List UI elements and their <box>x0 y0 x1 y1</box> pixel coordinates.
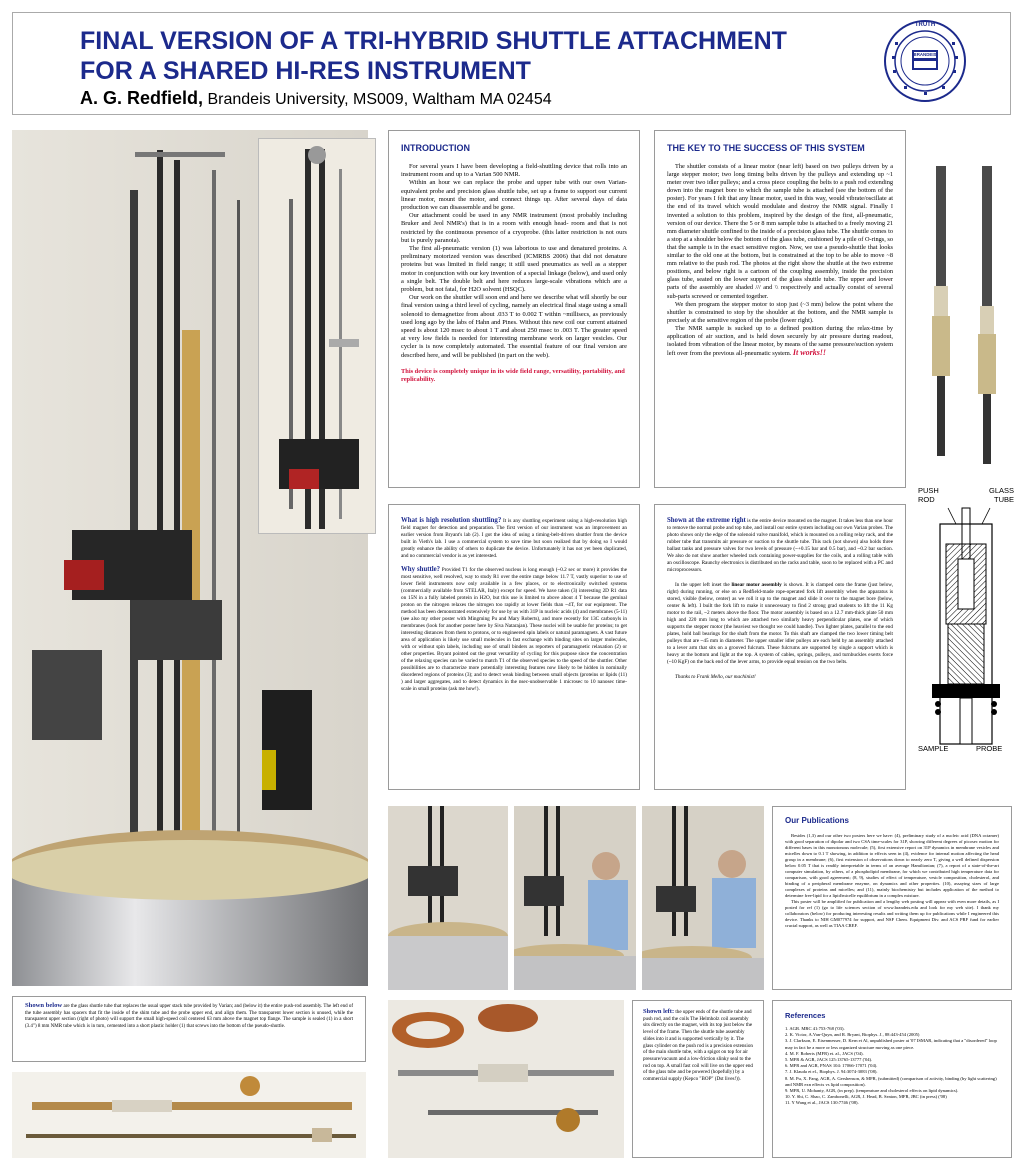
coils-photo <box>388 1000 624 1158</box>
label-sample: SAMPLE <box>918 744 949 753</box>
author-line <box>80 88 552 109</box>
reference-item: 2. K. Victor, A.Van-Quyn, and R. Bryant, Biophys. J., 88:443-454 (2005) <box>785 1032 920 1038</box>
publications-heading: Our Publications <box>785 816 850 825</box>
label-push-rod: PUSH ROD <box>918 486 939 504</box>
reference-item: 9. MFR, U. Mohanty, AGR, (in prep). (temperature and cholesterol effects on lipid dynamics). <box>785 1088 959 1094</box>
extreme-lead: Shown at the extreme right <box>667 517 746 524</box>
seal-name-text: BRANDEIS <box>913 52 937 57</box>
magnet-frame-photo-center <box>514 806 636 990</box>
motor-assembly-inset-photo <box>258 138 376 534</box>
shown-below-lead: Shown below <box>25 1002 63 1009</box>
seal-top-text: TRUTH <box>914 22 936 28</box>
coupling-diagram <box>918 484 1014 756</box>
extreme-p2-start: In the upper left inset the <box>675 582 730 588</box>
shown-left-lead: Shown left: <box>643 1008 675 1015</box>
hires-panel <box>388 504 640 790</box>
poster-title: FINAL VERSION OF A TRI-HYBRID SHUTTLE ATTACHMENT FOR A SHARED HI-RES INSTRUMENT <box>80 27 787 85</box>
label-glass-tube: GLASS TUBE <box>988 486 1014 504</box>
magnet-frame-photo-right <box>642 806 764 990</box>
reference-item: 1. AGR. MRC 41:753-768 ('03). <box>785 1026 845 1031</box>
question-why: Why shuttle? <box>401 566 441 573</box>
reference-item: 4. M. F. Roberts (MFR) et. al., JACS ('04). <box>785 1050 864 1056</box>
answer-why: Provided T1 for the observed nucleus is long enough (~0.2 sec or more) it provides the most sensitive, well resolved, way to study R1 over the entire range below 11.7 T, vastly superior to use of lower field instruments now only available in a few places, or to electronically switched systems (commercially available from STELAR, Italy) except for speed. We have taken (3) interesting 2D R1 data on 15N in a fully labeled protein in H2O, but this use is limited to above about 4 T because the geminal proton on the nitrogen relaxes the nitrogen too rapidly at lower fields than ~4T, for our equipment. The method has been demonstrated extensively for use by us with 31P in nucleic acids (4) and membranes (5-11) (see also my other poster with Mingming Pu and Mary Roberts), and more recently for 13C carbonyls in membranes (look for another poster here by Siva Natarajan). These nuclei will be usable for proteins; to get interesting distances from them to protons, or to engineered spin labels or natural paramagnets. A vast future area of application is likely use small molecules in fast exchange with binding sites on larger molecules, with or without spin labels, including use of small binders as reporters of paramagnetic relaxation (2) or other properties. Bryant pointed out the great versatility of cycling for this purpose since the concentration of the relaxing species can be varied to match T1 of the observed species to the speed of the shuttler. Other possibilities are to characterize more potentially interesting features now likely to be hidden in nominally disordered regions of proteins (3); and to detect weak binding between small objects (proteins or lipids (11) ) and larger aggregates, and to detect dynamics in the nsec-unobservable 1 microsec to 10 nanosec time-scale in small proteins (ask me how!). <box>401 567 628 692</box>
key-body: The shuttler consists of a linear motor (near left) based on two pulleys driven by a large stepper motor; two long timing belts driven by the pulleys and extending up ~1 meter over two idler pulleys; and a cross piece coupling the belts to a push rod extending down into the magnet bore to which the sample tube is attached (see the bottom of the poster). For years I felt that any linear motor, used in this way, would vibrate/oscillate at the end of its travel which would modulate and destroy the NMR signal. Finally I invented a solution to this problem, inspired by the design of the first, all-pneumatic, version of our device. There the 5 or 8 mm sample tube is attached to a freely moving 21 mm diameter shuttle confined to the inside of a precision glass tube. The shuttle comes to a stop at a shoulder below the bottom of the glass tube, cushioned by a pile of O-rings, so that the sample is in the exact sensitive region. Now, we use a pseudo-shuttle that looks similar to the old one at the bottom, but is constrained at the top to be able to move ~8 mm relative to the push rod. The photos at the right show the shuttle at the two extreme positions, and below right is a cartoon of the coupling assembly, inside the precision glass tube, seated on the lower support of the glass shuttle tube. The upper and lower parts of the assembly are shaded /// and \\ respectively and actually consist of several sub-parts screwed or cemented together. We then program the stepper motor to stop just (~3 mm) below the point where the shuttler is constrained to stop by the shoulder at the bottom, and the NMR sample is precisely at the sensitive region of the probe (lower right). The NMR sample is sucked up to a defined position during the relax-time by application of air suction, and is held down securely by air pressure during readout, isolated from vibration of the linear motor, by means of the same pressure/suction system left over from the previous all-pneumatic system. It works!! <box>667 163 893 358</box>
thanks-line: Thanks to Frank Mello, our machinist! <box>675 674 756 680</box>
affiliation: Brandeis University, MS009, Waltham MA 02454 <box>207 91 552 108</box>
key-heading: THE KEY TO THE SUCCESS OF THIS SYSTEM <box>667 143 865 153</box>
references-list <box>785 1026 999 1107</box>
shown-left-panel <box>632 1000 764 1158</box>
shuttle-extreme-positions-photo <box>920 166 1008 466</box>
publications-panel <box>772 806 1012 990</box>
question-hires: What is high resolution shuttling? <box>401 517 502 524</box>
introduction-highlight: This device is completely unique in its wide field range, versatility, portability, and replicability. <box>401 367 625 384</box>
university-seal-icon <box>884 20 966 102</box>
reference-item: 5. MFR & AGR, JACS 125:13765-13777 ('04). <box>785 1057 873 1063</box>
extreme-p2-body: is shown. It is clamped onto the frame (just below, right) during running, or else on a Redfield-made rope-operated fork lift assembly when the apparatus is stored, visible (below, center) as we roll it up to the magnet and slide it over to the magnet bore (below, center & left). I built the fork lift to make it unnecessary to find 2 strong grad students to lift the 11 Kg motor to the rail, ~2 meters above the floor. The motor assembly is based on a 12.7 mm-thick plate 50 mm high and 220 mm long to which are attached two similarly heavy perpendicular plates, one of which supports the stepper motor (the heaviest we thought we could handle). Two lighter plates, parallel to the end plates, hold ball bearings for the shaft from the motor. To this shaft are clamped the two lower timing belt pulleys that are ~45 mm in diameter. The upper smaller idler pulleys are each held by an assembly attached to a lever arm that sits on a grooved fulcrum. These fulcrums are supported by single a support which is heavy at the bottom and light at the top. A system of cables, springs, pulleys, and turnbuckles exerts force (~10 KgF) on the back end of the lever arms, to provide equal tension on the two belts. <box>667 582 894 665</box>
reference-item: 6. MFR and AGR, PNAS 104: 17066-17071 ('04). <box>785 1063 878 1069</box>
label-probe: PROBE <box>976 744 1003 753</box>
author-name: A. G. Redfield, <box>80 88 204 108</box>
introduction-heading: INTRODUCTION <box>401 143 470 153</box>
references-heading: References <box>785 1011 826 1020</box>
publications-body: Besides (1,3) and our other two posters here we have: (4), preliminary study of a nucleic acid (DNA octamer) with good separation of dipolar and two CSA time-scales for 31P, showing different degrees of picosec motion for different bases in this monotonous molecule; (5), first extensive report on 31P dynamics in membrane vesicles and micelles down to 0.1 T showing, in addition to effects seen in (4), evidence for internal motion affecting the head group in a membrane; (6), first extension of observations down to nearly zero T, giving a well defined dispersion below 0.05 T that is readily interpretable in terms of an average Hamiltonian; (7), a report of a state-of-the-art computer simulation, by others, of a phospholipid membrane, for which we contributed high temperature data for comparison, with good agreement; (8, 9), studies of effect of temperature, vesicle composition, cholesterol, and binding of a peripheral membrane enzyme, on dynamics and other properties. (10), assaying sizes of large complexes of proteins and micelles; and (11), mainly biochemistry but includes application of the method to determine free-lipid for a lipid/micelle equilibrium in a complex mixture. This poster will be amplified for publication and a lengthy web posting will appear with even more details, as I posted for ref (1) (go to life sciences section of www.brandeis.edu and look for my web site). I thank my collaborators (below) for producing interesting results and writing them up for publications while I engineered this device. Thanks to NIH GM077974 for support, and NSF Chem. Equipment Div. and ACS PRF fund for earlier crucial support, as well as TIAA CREF. <box>785 833 999 928</box>
shown-left-text: the upper ends of the shuttle tube and push rod, and the coils The Helmholz coil assembly sits directly on the magnet, with its top just below the level of the frame. Then the shuttle tube assembly slides into it and is supported vertically by it. The glass cylinder on the push rod is a precision extension of the main shuttle tube, with a spigot on top for air pressure/vacuum and a low-friction slinky seal to the rod on top. A small fast coil will live on the upper end of the glass tube and be powered (hopefully) by a commercial supply (Kepco "BOP" (Dst lives!)). <box>643 1009 753 1083</box>
reference-item: 10. Y. Shi, C. Shao, C. Zambonelli, AGR, J. Head, B. Seaton, MFR, JBC (in press) ('08) <box>785 1094 947 1100</box>
shuttle-tube-push-rod-photo <box>12 1072 366 1158</box>
reference-item: 7. J. Klauda et el., Biophys. J. 94:3074-3083 ('08). <box>785 1069 878 1075</box>
introduction-panel <box>388 130 640 488</box>
introduction-body: For several years I have been developing a field-shuttling device that rolls into an instrument room and up to a Varian 500 NMR. Within an hour we can replace the probe and upper tube with our own Varian-equivalent probe and precision glass shuttle tube, set up a frame to support our current linear motor, mount the motor, and connect things up. After several days of data production we can disassemble and be gone. Our attachment could be used in any NMR instrument (most probably including Bruker and Jeol NMR's) that is in a room with enough head- room and that is not restricted by the continuous presence of a cryoprobe. (this latter restriction is not ours but is purely paranoia). The first all-pneumatic version (1) was laborious to use and denatured proteins. A preliminary motorized version was described (ICMRBS 2006) that did not denature proteins but was limited in field range; it still used pneumatics as well as a stepper motor in conjunction with our key invention of a special linkage (below), and used only a single belt. The double belt and here reduces large-scale vibrations which are a problem, but not fatal, for H2O solvent (HSQC). Our work on the shuttler will soon end and here we describe what will shortly be our final version using a third level of cycling, namely an electrical final stage using a small solenoid to demagnetize from about .033 T to 0.002 T within ~millisecs, as previously used long ago by the labs of Hahn and Pines. Without this new coil our current attained speed is about 120 msec to about 1 T and about 250 msec to .003 T. The greater speed at very low fields is needed for interesting membrane work on larger vesicles. Our cycler is is now completely automated. The essential feature of our final version are described here, and will be published (in part on the web). <box>401 163 627 359</box>
shown-below-text: are the glass shuttle tube that replaces the usual upper stack tube provided by Varian; and (below it) the entire push-rod assembly. The left end of the tube assembly has spacers that fit the inside of the shim tube and the probe upper end, and align them. The transparent lower section is unused, while the transparent upper section (right of photo) will support the small high-speed coil centered 63 mm above the magnet top flange. The sample is sealed (1) in a short (3.4") 8 mm NMR tube which is in turn, cemented into a short plastic holder (1) that screws into the bottom of the pseudo-shuttle. <box>25 1004 354 1029</box>
extreme-panel <box>654 504 906 790</box>
answer-hires: It is any shuttling experiment using a high-resolution high field magnet for detection and preparation. The first version of our instrument was an improvement an earlier version from Bryant's lab (2). I got the idea of using a timing-belt-driven shuttler from the device built in Vieth's lab. I use a commercial system to save time but soon realized that by doing so I would greatly enhance the ability of others to duplicate the device. Unfortunately it has not yet been duplicated, and no commercial vendor is as yet interested. <box>401 518 627 559</box>
reference-item: 11. Y Wang et al., JACS 130:7746 ('08). <box>785 1100 859 1106</box>
reference-item: 8. M. Pu, X. Fang, AGR, A. Gershenson, & MFR, (submitted) (comparison of activity, binding (by light scattering) and NMR exn effects vs lipid composition). <box>785 1075 997 1087</box>
extreme-text: is the entire device mounted on the magnet. It takes less than one hour to remove the normal probe and top tube, and install our entire system including our own Varian probes. The photo shows only the edge of the solenoid valve manifold, which is mounted on a rolling relay rack, and the rubber tube that transmits air pressure or suction to the shuttle tube. This rack (not shown) also holds three ballast tanks and pressure valves for two levels of pressure (~+0.15 bar and 0.5 bar), and ~0.2 bar suction. We also do not show another wheeled rack containing power-supplies for the coils, and a rolling table with an oscilloscope. Raunchy electronics is distributed on the racks and table, soon to be replaced with a PC and microprocessors. <box>667 518 893 573</box>
it-works-text: It works!! <box>792 348 827 358</box>
shown-below-panel <box>12 996 366 1062</box>
reference-item: 3. J. Clarkson, E. Eisenmesser, D. Kern et Al, unpublished poster at '07 ISMAR, indicating that a "disordered" loop may in fact be a more or less organized structure moving as one piece. <box>785 1038 997 1050</box>
magnet-frame-photo-left <box>388 806 508 990</box>
references-panel <box>772 1000 1012 1158</box>
key-panel <box>654 130 906 488</box>
linear-motor-term: linear motor assembly <box>731 582 782 588</box>
